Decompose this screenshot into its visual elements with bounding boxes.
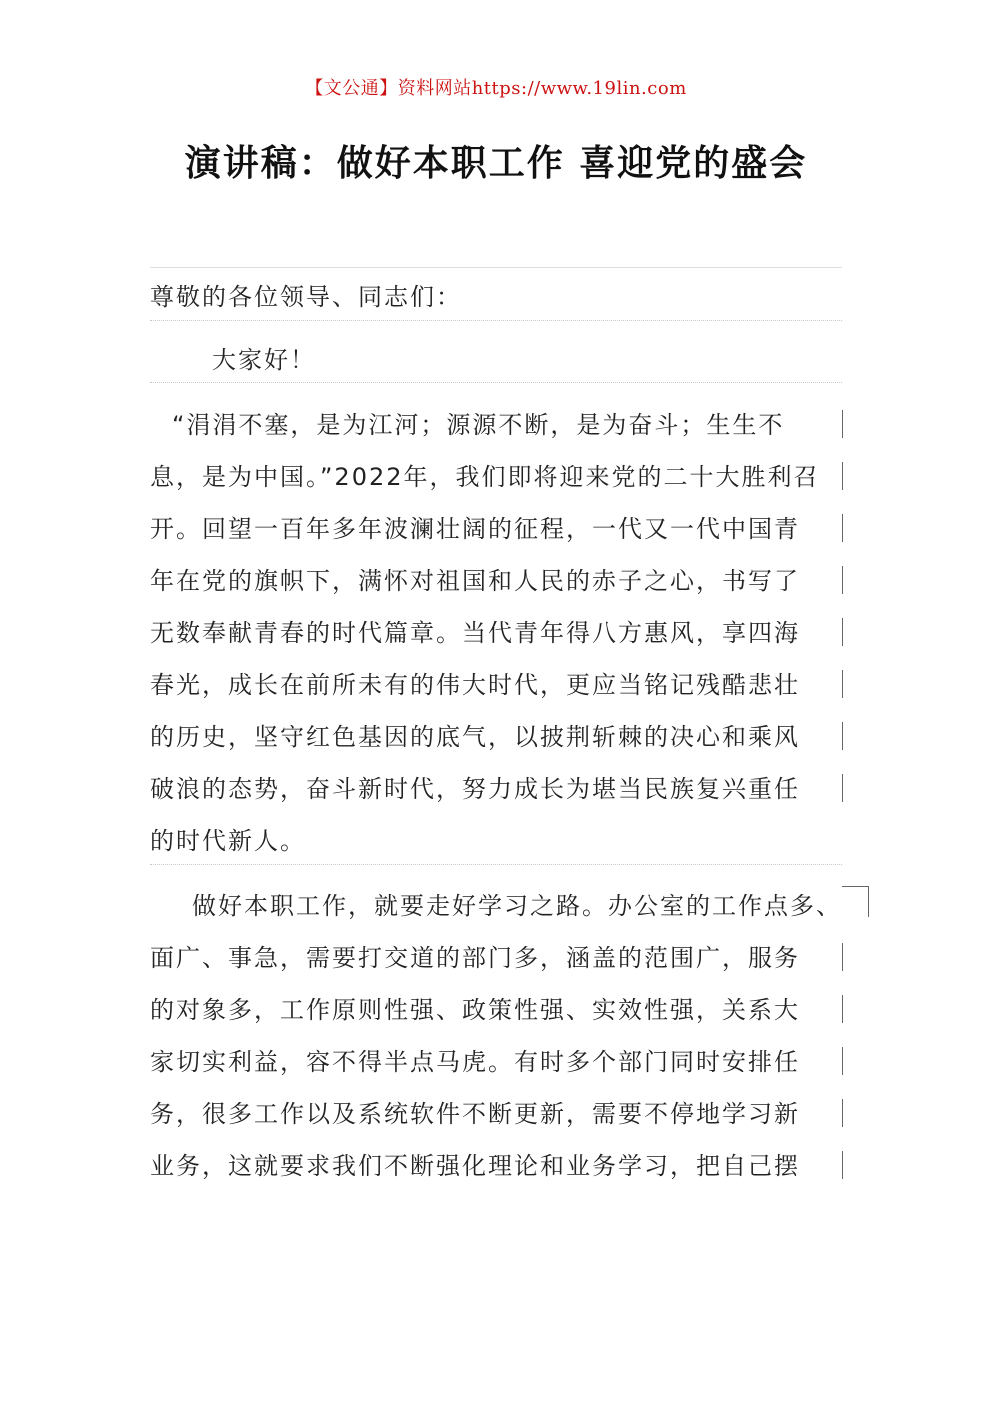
greeting-text: 大家好！ bbox=[212, 346, 316, 374]
greeting-rule bbox=[150, 382, 842, 383]
source-link-header[interactable]: 【文公通】资料网站https://www.19lin.com bbox=[305, 78, 687, 99]
paragraph-1-line: 的时代新人。 bbox=[150, 827, 306, 855]
margin-mark bbox=[842, 462, 843, 490]
paragraph-1-line: 年在党的旗帜下，满怀对祖国和人民的赤子之心，书写了 bbox=[150, 567, 800, 595]
paragraph-1-line: 开。回望一百年多年波澜壮阔的征程，一代又一代中国青 bbox=[150, 515, 800, 543]
margin-mark bbox=[842, 514, 843, 542]
margin-mark bbox=[842, 774, 843, 802]
margin-mark bbox=[842, 1151, 843, 1179]
paragraph-1-line: 无数奉献青春的时代篇章。当代青年得八方惠风，享四海 bbox=[150, 619, 800, 647]
document-title: 演讲稿：做好本职工作 喜迎党的盛会 bbox=[184, 143, 808, 184]
paragraph-1-line: 春光，成长在前所未有的伟大时代，更应当铭记残酷悲壮 bbox=[150, 671, 800, 699]
margin-mark bbox=[842, 722, 843, 750]
salutation-text: 尊敬的各位领导、同志们： bbox=[150, 283, 462, 311]
margin-mark bbox=[842, 410, 843, 438]
margin-mark bbox=[842, 943, 843, 971]
margin-mark bbox=[842, 995, 843, 1023]
margin-mark bbox=[842, 1099, 843, 1127]
paragraph-1-line: 息，是为中国。”2022年，我们即将迎来党的二十大胜利召 bbox=[150, 463, 820, 491]
paragraph-1-line: 的历史，坚守红色基因的底气，以披荆斩棘的决心和乘风 bbox=[150, 723, 800, 751]
paragraph-2-line: 面广、事急，需要打交道的部门多，涵盖的范围广，服务 bbox=[150, 944, 800, 972]
salutation-rule bbox=[150, 320, 842, 321]
top-rule bbox=[150, 267, 842, 268]
margin-mark bbox=[842, 618, 843, 646]
paragraph-2-line: 做好本职工作，就要走好学习之路。办公室的工作点多、 bbox=[192, 892, 842, 920]
paragraph-2-line: 业务，这就要求我们不断强化理论和业务学习，把自己摆 bbox=[150, 1152, 800, 1180]
margin-mark bbox=[842, 670, 843, 698]
paragraph-2-line: 家切实利益，容不得半点马虎。有时多个部门同时安排任 bbox=[150, 1048, 800, 1076]
margin-corner-mark bbox=[842, 886, 869, 917]
paragraph-2-line: 务，很多工作以及系统软件不断更新，需要不停地学习新 bbox=[150, 1100, 800, 1128]
margin-mark bbox=[842, 1047, 843, 1075]
paragraph-1-rule bbox=[150, 864, 842, 865]
paragraph-1-line: “涓涓不塞，是为江河；源源不断，是为奋斗；生生不 bbox=[172, 411, 785, 439]
margin-mark bbox=[842, 566, 843, 594]
paragraph-2-line: 的对象多，工作原则性强、政策性强、实效性强，关系大 bbox=[150, 996, 800, 1024]
paragraph-1-line: 破浪的态势，奋斗新时代，努力成长为堪当民族复兴重任 bbox=[150, 775, 800, 803]
